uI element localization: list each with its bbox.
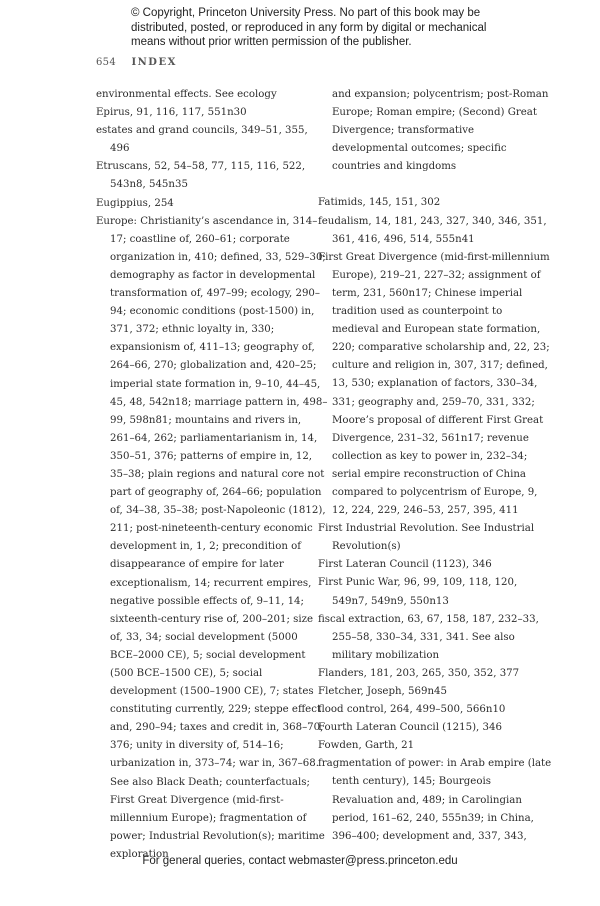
index-entry: Epirus, 91, 116, 117, 551n30 xyxy=(96,107,247,119)
index-entry: fragmentation of power: in Arab empire (late tenth century), 145; Bourgeois Revaluation and, 489; in Carolingian period, 161–62, 240, 555n39; in China, 396–400; development and, 337, 343, xyxy=(318,758,552,842)
index-entry: Flanders, 181, 203, 265, 350, 352, 377 xyxy=(318,667,520,679)
copyright-line: © Copyright, Princeton University Press. No part of this book may be xyxy=(131,7,481,19)
index-entry: Etruscans, 52, 54–58, 77, 115, 116, 522, 543n8, 545n35 xyxy=(96,161,306,191)
index-entry: First Punic War, 96, 99, 109, 118, 120, 549n7, 549n9, 550n13 xyxy=(318,577,518,607)
index-column-left xyxy=(96,86,328,864)
index-entry-continued: and expansion; polycentrism; post-Roman Europe; Roman empire; (Second) Great Divergence; transformative developmental outcomes; specific countries and kingdoms xyxy=(332,89,549,173)
index-entry: First Industrial Revolution. See Industrial Revolution(s) xyxy=(318,523,535,553)
index-entry: fiscal extraction, 63, 67, 158, 187, 232–33, 255–58, 330–34, 331, 341. See also military mobilization xyxy=(318,613,539,661)
copyright-line: means without prior written permission of the publisher. xyxy=(131,36,412,48)
index-entry: flood control, 264, 499–500, 566n10 xyxy=(318,704,506,716)
copyright-notice xyxy=(131,6,491,50)
index-entry: environmental effects. See ecology xyxy=(96,89,277,100)
running-head xyxy=(96,57,177,68)
index-entry: First Lateran Council (1123), 346 xyxy=(318,559,492,571)
copyright-line: distributed, posted, or reproduced in any form by digital or mechanical xyxy=(131,21,487,34)
index-column-right xyxy=(318,86,552,846)
section-title: INDEX xyxy=(131,57,177,68)
index-entry: Europe: Christianity’s ascendance in, 314–17; coastline of, 260–61; corporate organization in, 410; defined, 33, 529–30; demography as factor in developmental transformation of, 497–99; ecology, 290–94; economic conditions (post-1500) in, 371, 372; ethnic loyalty in, 330; expansionism of, 411–13; geography of, 264–66, 270; globalization and, 420–25; imperial state formation in, 9–10, 44–45, 45, 48, 542n18; marriage pattern in, 498–99, 598n81; mountains and rivers in, 261–64, 262; parliamentarianism in, 14, 350–51, 376; patterns of empire in, 12, 35–38; plain regions and natural core not part of geography of, 264–66; population of, 34–38, 35–38; post-Napoleonic (1812), 211; post-nineteenth-century economic development in, 1, 2; precondition of disappearance of empire for later exceptionalism, 14; recurrent empires, negative possible effects of, 9–11, 14; sixteenth-century rise of, 200–201; size of, 33, 34; social development (5000 BCE–2000 CE), 5; social development (500 BCE–1500 CE), 5; social development (1500–1900 CE), 7; states constituting currently, 229; steppe effect and, 290–94; taxes and credit in, 368–70, 376; unity in diversity of, 514–16; urbanization in, 373–74; war in, 367–68. See also Black Death; counterfactuals; First Great Divergence (mid-first-millennium Europe); fragmentation of power; Industrial Revolution(s); maritime exploration xyxy=(96,215,328,860)
index-entry: feudalism, 14, 181, 243, 327, 340, 346, 351, 361, 416, 496, 514, 555n41 xyxy=(318,215,547,245)
page-number: 654 xyxy=(96,57,116,68)
index-entry: estates and grand councils, 349–51, 355, 496 xyxy=(96,125,308,155)
entry-gap xyxy=(318,176,552,194)
index-entry: Fatimids, 145, 151, 302 xyxy=(318,197,441,209)
index-entry: Eugippius, 254 xyxy=(96,197,174,209)
footer-contact: For general queries, contact webmaster@press.princeton.edu xyxy=(142,855,458,867)
index-entry: First Great Divergence (mid-first-millennium Europe), 219–21, 227–32; assignment of term, 231, 560n17; Chinese imperial tradition used as counterpoint to medieval and European state formation, 220; comparative scholarship and, 22, 23; culture and religion in, 307, 317; defined, 13, 530; explanation of factors, 330–34, 331; geography and, 259–70, 331, 332; Moore’s proposal of different First Great Divergence, 231–32, 561n17; revenue collection as key to power in, 232–34; serial empire reconstruction of China compared to polycentrism of Europe, 9, 12, 224, 229, 246–53, 257, 395, 411 xyxy=(318,251,550,517)
index-entry: Fourth Lateran Council (1215), 346 xyxy=(318,722,502,734)
index-entry: Fletcher, Joseph, 569n45 xyxy=(318,686,447,697)
index-entry: Fowden, Garth, 21 xyxy=(318,740,415,752)
